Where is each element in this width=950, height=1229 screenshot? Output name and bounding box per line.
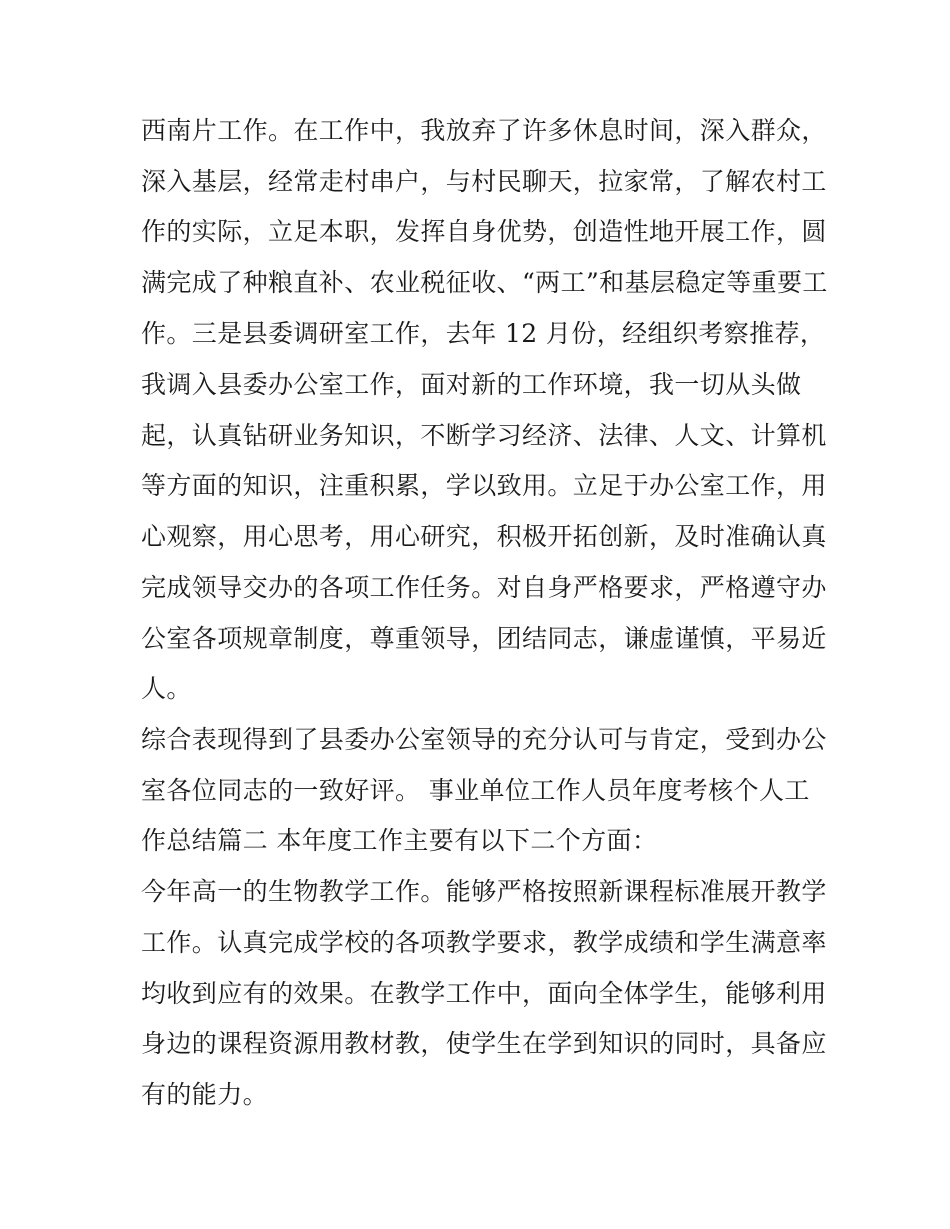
text-line-16: 今年高一的生物教学工作。能够严格按照新课程标准展开教学 xyxy=(141,877,827,906)
text-line-20: 有的能力。 xyxy=(141,1080,269,1109)
text-line-18: 均收到应有的效果。在教学工作中，面向全体学生，能够利用 xyxy=(141,979,827,1008)
text-line-17: 工作。认真完成学校的各项教学要求，教学成绩和学生满意率 xyxy=(141,928,827,957)
text-line-10: 完成领导交办的各项工作任务。对自身严格要求，严格遵守办 xyxy=(141,573,827,602)
text-line-12: 人。 xyxy=(141,674,192,703)
text-line-19: 身边的课程资源用教材教，使学生在学到知识的同时，具备应 xyxy=(141,1029,827,1058)
text-line-5: 作。三是县委调研室工作，去年 12 月份，经组织考察推荐， xyxy=(141,319,826,348)
text-line-4: 满完成了种粮直补、农业税征收、“两工”和基层稳定等重要工 xyxy=(141,268,828,297)
text-line-7: 起，认真钻研业务知识，不断学习经济、法律、人文、计算机 xyxy=(141,421,827,450)
text-line-6: 我调入县委办公室工作，面对新的工作环境，我一切从头做 xyxy=(141,370,802,399)
text-line-2: 深入基层，经常走村串户，与村民聊天，拉家常，了解农村工 xyxy=(141,167,827,196)
text-line-9: 心观察，用心思考，用心研究，积极开拓创新，及时准确认真 xyxy=(141,522,827,551)
text-line-11: 公室各项规章制度，尊重领导，团结同志，谦虚谨慎，平易近 xyxy=(141,624,827,653)
text-line-15: 作总结篇二 本年度工作主要有以下二个方面： xyxy=(141,826,658,855)
text-line-3: 作的实际，立足本职，发挥自身优势，创造性地开展工作，圆 xyxy=(141,217,827,246)
text-line-13: 综合表现得到了县委办公室领导的充分认可与肯定，受到办公 xyxy=(141,725,827,754)
text-line-8: 等方面的知识，注重积累，学以致用。立足于办公室工作，用 xyxy=(141,471,827,500)
text-line-14: 室各位同志的一致好评。 事业单位工作人员年度考核个人工 xyxy=(141,776,810,805)
text-line-1: 西南片工作。在工作中，我放弃了许多休息时间，深入群众， xyxy=(141,116,827,145)
